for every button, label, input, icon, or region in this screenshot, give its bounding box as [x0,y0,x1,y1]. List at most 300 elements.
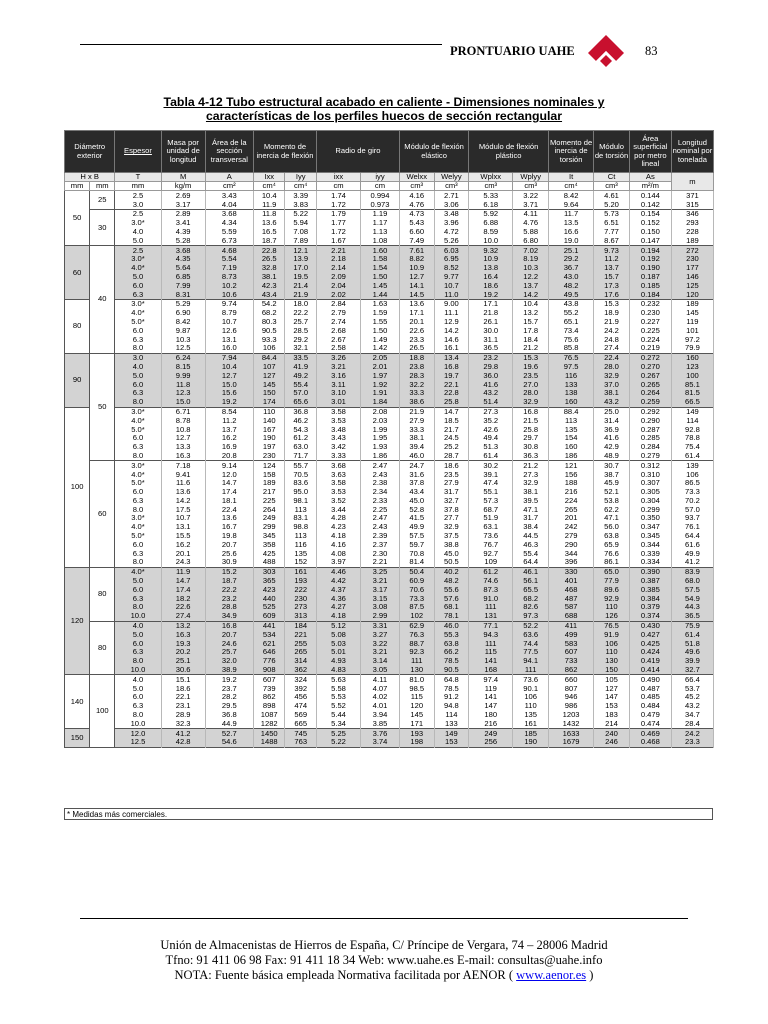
cell-value: 101 [671,326,713,335]
cell-value: 5.53 [316,693,360,702]
header-modulo-torsion: Módulo de torsión [594,131,630,173]
cell-value: 6.60 [399,228,434,237]
cell-value: 0.150 [629,228,671,237]
cell-espesor: 6.0 [115,693,161,702]
cell-espesor: 5.0* [115,532,161,541]
cell-value: 3.52 [316,497,360,506]
cell-value: 190 [253,434,285,443]
cell-h-group: 80 [65,299,90,353]
cell-value: 1.13 [361,228,400,237]
table-row [65,219,714,228]
unit-welyy: cm³ [434,182,469,191]
cell-espesor: 4.0* [115,567,161,576]
cell-value: 16.3 [161,630,205,639]
symbol-iyy: Iyy [285,173,317,182]
cell-value: 18.7 [253,236,285,245]
cell-value: 154 [549,434,594,443]
cell-value: 11.1 [434,309,469,318]
cell-value: 255 [285,639,317,648]
cell-value: 18.8 [399,353,434,362]
cell-espesor: 3.0* [115,219,161,228]
table-row [65,639,714,648]
cell-value: 1.67 [316,236,360,245]
cell-value: 3.11 [316,380,360,389]
cell-value: 18.4 [513,335,549,344]
cell-value: 1.63 [361,299,400,308]
cell-espesor: 8.0 [115,398,161,407]
cell-value: 7.77 [594,228,630,237]
cell-value: 48.9 [594,452,630,461]
cell-value: 60.9 [399,577,434,586]
cell-value: 6.51 [594,219,630,228]
cell-value: 198 [399,738,434,747]
cell-b-group: 80 [90,567,115,621]
cell-value: 10.4 [253,191,285,200]
cell-value: 0.468 [629,738,671,747]
cell-value: 5.20 [594,200,630,209]
cell-value: 0.374 [629,612,671,621]
cell-value: 61.2 [469,567,513,576]
cell-value: 61.4 [671,630,713,639]
cell-value: 3.17 [161,200,205,209]
cell-value: 73.3 [671,488,713,497]
table-row [65,264,714,273]
cell-value: 171 [399,719,434,728]
cell-value: 188 [549,479,594,488]
cell-value: 18.1 [205,497,253,506]
cell-value: 27.7 [434,514,469,523]
cell-value: 9.99 [161,371,205,380]
cell-value: 11.6 [161,479,205,488]
cell-value: 9.64 [549,200,594,209]
cell-value: 12.7 [161,434,205,443]
cell-value: 38.1 [594,389,630,398]
cell-value: 82.6 [513,603,549,612]
cell-espesor: 6.3 [115,497,161,506]
cell-value: 61.2 [285,434,317,443]
cell-value: 10.7 [434,281,469,290]
cell-value: 5.54 [205,255,253,264]
cell-value: 3.48 [434,210,469,219]
cell-value: 152 [285,558,317,567]
cell-value: 3.71 [513,200,549,209]
cell-value: 230 [285,594,317,603]
cell-value: 93.7 [671,514,713,523]
cell-value: 0.344 [629,540,671,549]
cell-value: 51.3 [469,443,513,452]
cell-value: 76.5 [594,621,630,630]
cell-value: 16.0 [205,344,253,353]
cell-value: 74.6 [469,577,513,586]
cell-value: 4.07 [361,684,400,693]
cell-value: 13.6 [161,488,205,497]
cell-value: 98.8 [285,523,317,532]
cell-value: 39.5 [513,497,549,506]
cell-value: 534 [253,630,285,639]
cell-value: 279 [549,532,594,541]
cell-value: 90.5 [253,326,285,335]
cell-value: 22.4 [205,505,253,514]
unit-t: mm [115,182,161,191]
cell-value: 94.1 [513,657,549,666]
cell-value: 5.94 [285,219,317,228]
symbol-hxb: H x B [65,173,115,182]
cell-value: 57.5 [671,585,713,594]
cell-value: 230 [253,452,285,461]
cell-value: 11.0 [434,290,469,299]
cell-value: 40.2 [434,567,469,576]
cell-value: 3.22 [361,639,400,648]
cell-value: 20.2 [161,648,205,657]
cell-value: 16.6 [549,228,594,237]
cell-value: 180 [469,711,513,720]
cell-value: 1203 [549,711,594,720]
cell-value: 0.154 [629,210,671,219]
cell-value: 8.67 [594,236,630,245]
cell-value: 130 [594,657,630,666]
cell-value: 17.4 [161,585,205,594]
cell-value: 18.2 [161,594,205,603]
cell-value: 0.310 [629,470,671,479]
table-row [65,577,714,586]
cell-value: 4.46 [316,567,360,576]
cell-value: 6.73 [205,236,253,245]
cell-value: 190 [513,738,549,747]
cell-value: 362 [285,666,317,675]
cell-value: 68.7 [469,505,513,514]
table-row [65,693,714,702]
symbol-as: As [629,173,671,182]
cell-value: 17.8 [513,326,549,335]
cell-espesor: 5.0 [115,371,161,380]
cell-value: 0.414 [629,666,671,675]
cell-value: 30.0 [469,326,513,335]
cell-value: 11.2 [205,416,253,425]
cell-value: 109 [469,558,513,567]
cell-value: 16.8 [513,407,549,416]
cell-value: 55.4 [285,380,317,389]
cell-value: 0.190 [629,264,671,273]
cell-value: 19.2 [469,290,513,299]
table-row [65,398,714,407]
cell-value: 0.307 [629,479,671,488]
cell-value: 139 [671,461,713,470]
cell-value: 46.3 [513,540,549,549]
cell-value: 25.1 [161,657,205,666]
cell-value: 45.0 [399,497,434,506]
cell-value: 81.0 [399,675,434,684]
cell-espesor: 2.5 [115,246,161,255]
cell-value: 64.4 [671,532,713,541]
cell-value: 14.6 [434,335,469,344]
cell-espesor: 4.0* [115,416,161,425]
table-row [65,461,714,470]
cell-value: 15.0 [205,380,253,389]
cell-value: 2.25 [361,505,400,514]
cell-value: 4.39 [161,228,205,237]
cell-value: 5.88 [513,228,549,237]
cell-value: 12.7 [399,273,434,282]
cell-espesor: 6.0 [115,281,161,290]
table-row [65,497,714,506]
cell-value: 18.9 [594,309,630,318]
cell-value: 185 [513,729,549,738]
cell-value: 3.94 [361,711,400,720]
cell-value: 119 [469,684,513,693]
cell-value: 38.1 [513,488,549,497]
cell-value: 0.264 [629,389,671,398]
header-modulo-elastico: Módulo de flexión elástico [399,131,468,173]
cell-value: 25.8 [434,398,469,407]
footer-rule [80,918,688,919]
cell-value: 77.5 [513,648,549,657]
cell-value: 0.390 [629,567,671,576]
cell-value: 23.8 [399,363,434,372]
cell-value: 150 [253,389,285,398]
cell-value: 183 [594,711,630,720]
cell-value: 15.0 [161,398,205,407]
cell-value: 135 [513,711,549,720]
cell-value: 1.60 [361,246,400,255]
cell-value: 9.77 [434,273,469,282]
cell-value: 13.8 [469,264,513,273]
cell-value: 240 [594,729,630,738]
cell-espesor: 4.0* [115,470,161,479]
cell-value: 1.54 [361,264,400,273]
cell-value: 89.6 [594,585,630,594]
cell-value: 85.1 [671,380,713,389]
cell-value: 56.1 [513,577,549,586]
cell-value: 19.3 [161,639,205,648]
cell-value: 51.8 [671,639,713,648]
cell-value: 3.31 [361,621,400,630]
cell-value: 127 [594,684,630,693]
cell-value: 0.224 [629,335,671,344]
cell-value: 23.2 [469,353,513,362]
cell-espesor: 6.0 [115,380,161,389]
unit-welxx: cm³ [399,182,434,191]
header-momento-inercia: Momento de inercia de flexión [253,131,316,173]
cell-value: 24.3 [161,558,205,567]
cell-value: 61.4 [469,452,513,461]
cell-value: 4.01 [361,702,400,711]
cell-value: 14.7 [161,577,205,586]
cell-value: 3.41 [161,219,205,228]
cell-value: 100 [671,371,713,380]
cell-value: 126 [594,612,630,621]
cell-value: 6.95 [434,255,469,264]
cell-value: 39.4 [399,443,434,452]
cell-value: 5.59 [205,228,253,237]
cell-value: 93.3 [253,335,285,344]
cell-value: 0.230 [629,309,671,318]
table-row [65,666,714,675]
cell-value: 32.2 [399,380,434,389]
cell-value: 0.474 [629,719,671,728]
cell-value: 54.6 [205,738,253,747]
cell-value: 3.58 [316,407,360,416]
footer-note-prefix: NOTA: Fuente básica empleada Normativa facilitada por AENOR ( [174,968,517,982]
cell-value: 8.42 [161,318,205,327]
cell-value: 272 [671,246,713,255]
cell-b-group: 60 [90,461,115,568]
cell-value: 56.0 [594,523,630,532]
cell-value: 24.8 [594,335,630,344]
table-row [65,363,714,372]
symbol-ryy: iyy [361,173,400,182]
cell-value: 64.4 [513,558,549,567]
cell-value: 150 [594,666,630,675]
cell-value: 111 [399,657,434,666]
cell-value: 53.8 [594,497,630,506]
cell-value: 47.1 [513,505,549,514]
cell-value: 10.7 [161,514,205,523]
cell-value: 51.4 [469,398,513,407]
cell-value: 63.0 [285,443,317,452]
cell-value: 392 [285,684,317,693]
cell-espesor: 10.0 [115,612,161,621]
page-number: 83 [645,44,658,58]
cell-value: 42.6 [469,425,513,434]
cell-value: 5.22 [316,738,360,747]
cell-value: 7.99 [161,281,205,290]
cell-value: 85.8 [549,344,594,353]
cell-value: 23.5 [434,470,469,479]
cell-value: 488 [253,558,285,567]
cell-value: 401 [549,577,594,586]
cell-value: 120 [671,290,713,299]
cell-value: 36.5 [671,612,713,621]
cell-value: 49.9 [399,523,434,532]
cell-value: 862 [253,693,285,702]
cell-value: 4.83 [316,666,360,675]
table-row [65,425,714,434]
cell-value: 0.994 [361,191,400,200]
cell-value: 55.7 [285,461,317,470]
table-row [65,479,714,488]
cell-value: 1087 [253,711,285,720]
cell-value: 110 [594,603,630,612]
cell-value: 607 [549,648,594,657]
cell-value: 1.99 [361,425,400,434]
cell-value: 3.74 [361,738,400,747]
cell-value: 70.8 [399,549,434,558]
cell-value: 3.01 [316,398,360,407]
cell-value: 3.05 [361,666,400,675]
cell-value: 16.8 [434,363,469,372]
cell-value: 8.19 [513,255,549,264]
cell-value: 36.8 [285,407,317,416]
cell-value: 396 [549,558,594,567]
unit-a: cm² [205,182,253,191]
table-row [65,389,714,398]
cell-value: 161 [513,719,549,728]
cell-value: 3.68 [161,246,205,255]
cell-value: 5.03 [316,639,360,648]
cell-value: 16.4 [469,273,513,282]
cell-value: 75.9 [671,621,713,630]
cell-value: 14.7 [205,479,253,488]
cell-value: 0.185 [629,281,671,290]
cell-value: 324 [285,675,317,684]
cell-value: 36.5 [469,344,513,353]
cell-value: 130 [399,666,434,675]
cell-value: 140 [253,416,285,425]
cell-value: 216 [549,488,594,497]
symbol-rxx: ixx [316,173,360,182]
cell-value: 12.3 [161,389,205,398]
cell-value: 763 [285,738,317,747]
cell-value: 49.4 [469,434,513,443]
unit-ryy: cm [361,182,400,191]
cell-value: 23.1 [161,702,205,711]
cell-value: 3.76 [361,729,400,738]
cell-value: 70.6 [399,585,434,594]
header-diametro: Diámetro exterior [65,131,115,173]
cell-value: 5.52 [316,702,360,711]
table-row [65,299,714,308]
cell-value: 45.2 [671,693,713,702]
cell-b-group: 80 [90,621,115,675]
cell-value: 0.232 [629,299,671,308]
cell-value: 53.7 [671,684,713,693]
cell-value: 63.8 [594,532,630,541]
cell-value: 3.22 [513,191,549,200]
cell-value: 0.194 [629,246,671,255]
cell-value: 21.9 [285,290,317,299]
cell-value: 19.7 [434,371,469,380]
cell-value: 15.3 [594,299,630,308]
cell-value: 17.3 [594,281,630,290]
cell-value: 1.45 [361,281,400,290]
cell-value: 19.0 [549,236,594,245]
cell-value: 2.74 [316,318,360,327]
cell-value: 4.04 [205,200,253,209]
cell-value: 3.43 [316,434,360,443]
cell-value: 2.37 [361,540,400,549]
cell-value: 63.8 [434,639,469,648]
cell-value: 315 [671,200,713,209]
cell-value: 73.4 [549,326,594,335]
cell-value: 52.7 [205,729,253,738]
cell-value: 23.5 [513,371,549,380]
cell-value: 4.11 [513,210,549,219]
cell-value: 5.26 [434,236,469,245]
cell-value: 0.430 [629,621,671,630]
cell-value: 68.2 [513,594,549,603]
cell-value: 776 [253,657,285,666]
cell-value: 114 [671,416,713,425]
aenor-link[interactable]: www.aenor.es [516,968,587,982]
cell-value: 609 [253,612,285,621]
cell-value: 2.58 [316,344,360,353]
cell-value: 147 [594,693,630,702]
table-footnote: * Medidas más comerciales. [64,808,713,820]
cell-value: 4.35 [161,255,205,264]
cell-value: 4.36 [316,594,360,603]
cell-espesor: 4.0 [115,621,161,630]
cell-value: 29.8 [469,363,513,372]
cell-value: 113 [549,416,594,425]
cell-value: 2.47 [361,461,400,470]
cell-espesor: 6.3 [115,443,161,452]
table-row [65,335,714,344]
cell-value: 4.11 [361,675,400,684]
cell-value: 43.8 [549,299,594,308]
cell-value: 31.7 [513,514,549,523]
table-row [65,711,714,720]
cell-value: 32.7 [434,497,469,506]
